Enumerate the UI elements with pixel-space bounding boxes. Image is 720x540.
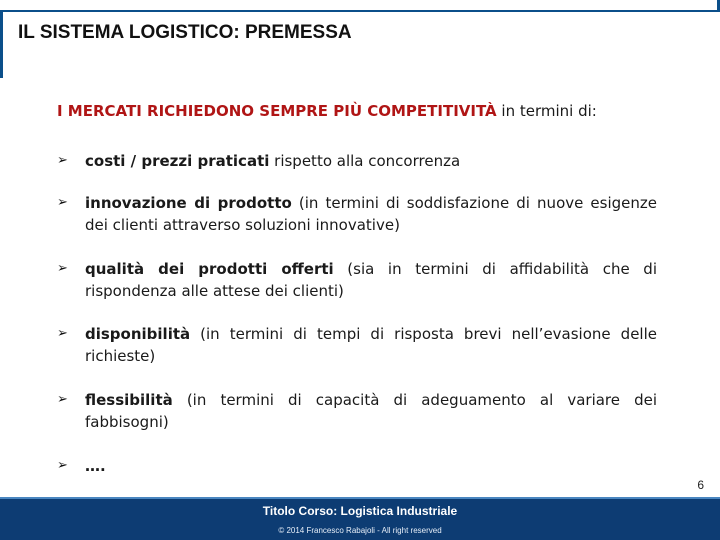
intro-highlight: I MERCATI RICHIEDONO SEMPRE PIÙ COMPETITIVITÀ [57,102,497,120]
item-keyword: qualità dei prodotti offerti [85,260,334,278]
list-item [57,389,657,433]
item-text: (in termini di soddisfazione di nuove esigenze dei clienti attraverso soluzioni innovative) [85,194,657,234]
intro-text [57,102,597,120]
arrow-bullet-icon: ➢ [57,261,68,276]
arrow-bullet-icon: ➢ [57,153,68,168]
page-number: 6 [697,478,704,492]
item-text: rispetto alla concorrenza [269,152,461,170]
footer-course-title: Titolo Corso: Logistica Industriale [262,504,458,518]
item-keyword: innovazione di prodotto [85,194,292,212]
title-accent-bar [0,10,3,78]
item-keyword: flessibilità [85,391,173,409]
arrow-bullet-icon: ➢ [57,195,68,210]
item-keyword: …. [85,457,106,475]
footer-copyright: © 2014 Francesco Rabajoli - All right reserved [278,526,442,535]
list-item [57,192,657,236]
item-text: (in termini di tempi di risposta brevi nell’evasione delle richieste) [85,325,657,365]
list-item [57,258,657,302]
item-text: (in termini di capacità di adeguamento al variare dei fabbisogni) [85,391,657,431]
item-text: (sia in termini di affidabilità che di rispondenza alle attese dei clienti) [85,260,657,300]
list-item [57,323,657,367]
item-keyword: disponibilità [85,325,191,343]
list-item [57,150,657,172]
top-rule [0,10,720,12]
list-item [57,455,657,477]
intro-rest: in termini di: [496,102,597,120]
arrow-bullet-icon: ➢ [57,326,68,341]
slide-title: IL SISTEMA LOGISTICO: PREMESSA [18,22,352,43]
arrow-bullet-icon: ➢ [57,392,68,407]
item-keyword: costi / prezzi praticati [85,152,270,170]
arrow-bullet-icon: ➢ [57,458,68,473]
